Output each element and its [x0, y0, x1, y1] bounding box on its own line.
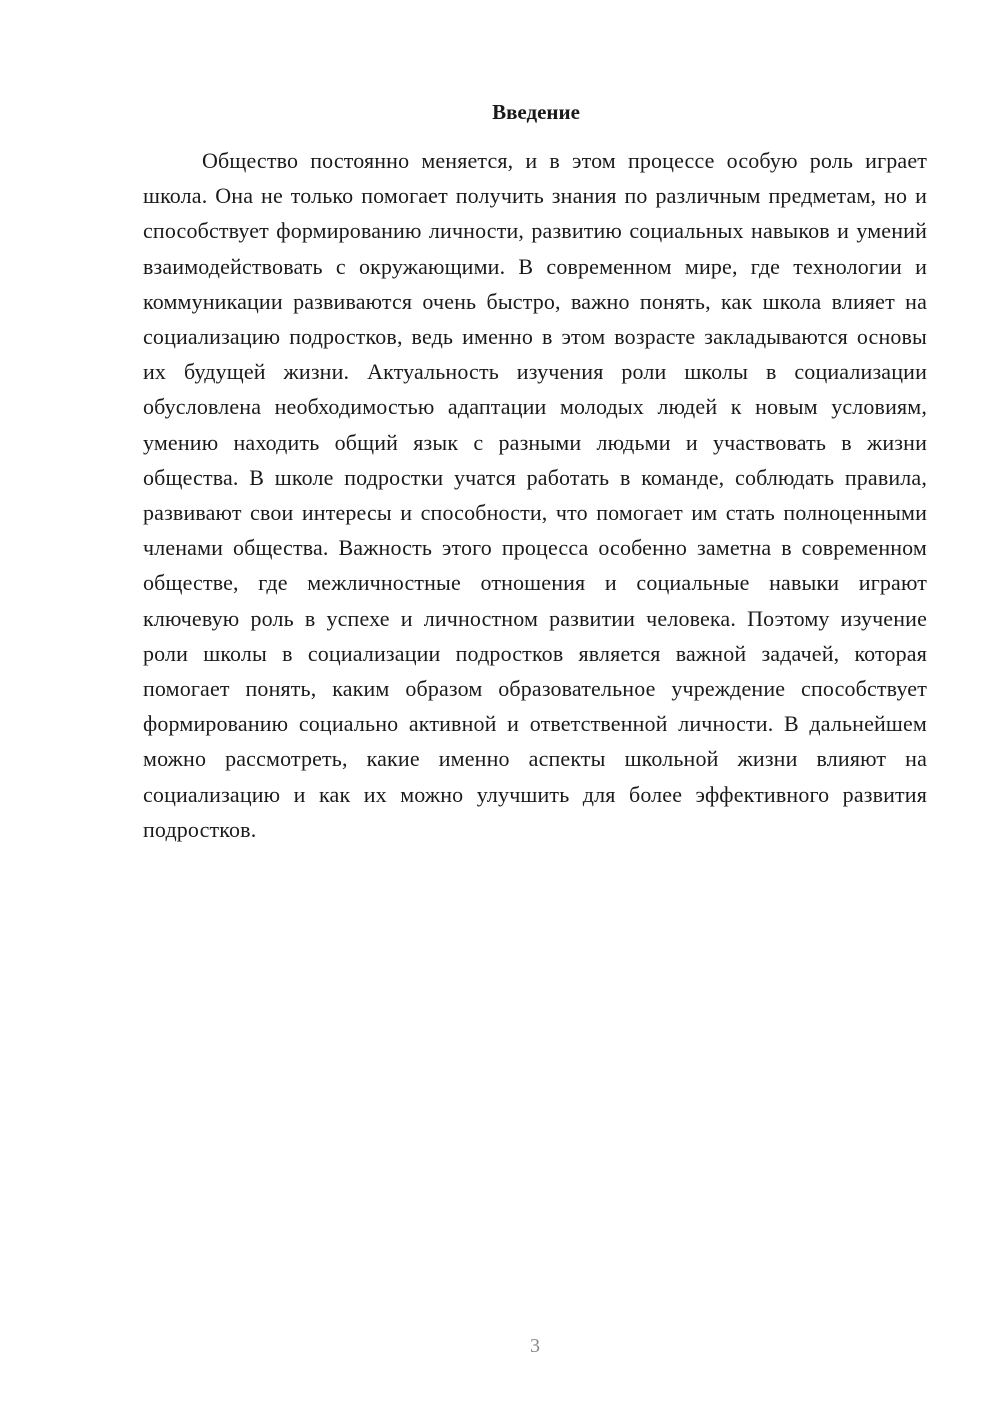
- page-number: 3: [530, 1335, 540, 1357]
- section-heading: Введение: [492, 100, 580, 124]
- body-paragraph: Общество постоянно меняется, и в этом процессе особую роль играет школа. Она не только помогает получить знания по различным предметам, но и способствует формированию личности, развитию социальных навыков и умений взаимодействовать с окружающими. В современном мире, где технологии и коммуникации развиваются очень быстро, важно понять, как школа влияет на социализацию подростков, ведь именно в этом возрасте закладываются основы их будущей жизни. Актуальность изучения роли школы в социализации обусловлена необходимостью адаптации молодых людей к новым условиям, умению находить общий язык с разными людьми и участвовать в жизни общества. В школе подростки учатся работать в команде, соблюдать правила, развивают свои интересы и способности, что помогает им стать полноценными членами общества. Важность этого процесса особенно заметна в современном обществе, где межличностные отношения и социальные навыки играют ключевую роль в успехе и личностном развитии человека. Поэтому изучение роли школы в социализации подростков является важной задачей, которая помогает понять, каким образом образовательное учреждение способствует формированию социально активной и ответственной личности. В дальнейшем можно рассмотреть, какие именно аспекты школьной жизни влияют на социализацию и как их можно улучшить для более эффективного развития подростков.: [143, 148, 927, 842]
